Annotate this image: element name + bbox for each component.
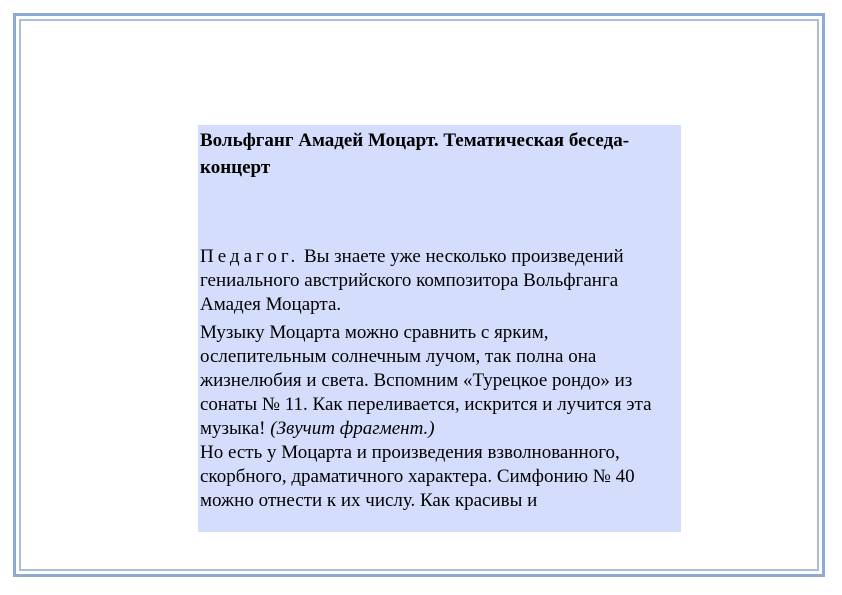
paragraph-1-text: Вы знаете уже несколько произведений гениального австрийского композитора Вольфганга Амадея Моцарта.	[200, 246, 624, 315]
paragraph-2-text: Музыку Моцарта можно сравнить с ярким, ослепительным солнечным лучом, так полна она жизнелюбия и света. Вспомним «Турецкое рондо» из сонаты № 11. Как переливается, искрится и лучится эта музыка!	[200, 322, 652, 439]
document-text-box	[198, 125, 681, 532]
paragraph-turkish-rondo	[200, 321, 679, 441]
paragraph-3-text: Но есть у Моцарта и произведения взволнованного, скорбного, драматичного характера. Симфонию № 40 можно отнести к их числу. Как красивы и	[200, 442, 635, 511]
paragraph-teacher-intro	[200, 245, 679, 317]
speaker-label: Педагог.	[200, 246, 300, 267]
document-title: Вольфганг Амадей Моцарт. Тематическая беседа-концерт	[200, 130, 630, 178]
title-spacer	[200, 181, 679, 245]
stage-direction: (Звучит фрагмент.)	[270, 418, 435, 439]
paragraph-symphony-40	[200, 441, 679, 513]
